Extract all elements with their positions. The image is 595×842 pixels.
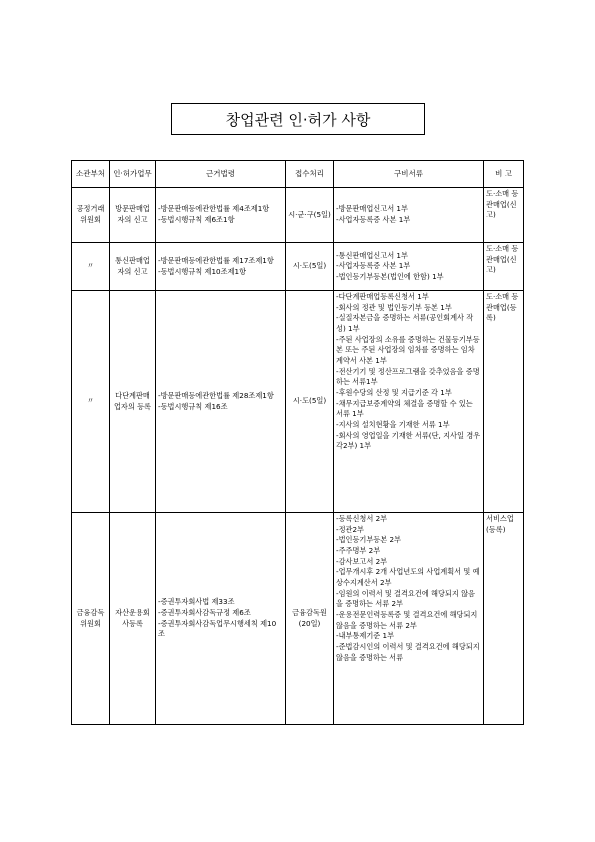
task-cell: 통신판매업자의 신고 [110, 243, 156, 291]
table-row [72, 513, 524, 725]
page-title-text: 창업관련 인·허가 사항 [225, 110, 371, 129]
doc-line: -사업자등록증 사본 1부 [336, 261, 411, 271]
doc-line: -실질자본금을 증명하는 서류(공인회계사 작성) 1부 [336, 313, 474, 333]
doc-line: -등록신청서 2부 [336, 514, 388, 523]
table-row [72, 291, 524, 513]
task-cell: 방문판매업자의 신고 [110, 188, 156, 243]
header-note: 비 고 [484, 161, 524, 188]
doc-line: -전산기기 및 정산프로그램을 갖추었음을 증명하는 서류1부 [336, 366, 480, 387]
doc-line: -준법감시인의 이력서 및 결격요건에 해당되지 않음을 증명하는 서류 [336, 641, 480, 662]
table-row [72, 188, 524, 243]
law-line: -증권투자회사감독업무시행세칙 제10조 [158, 618, 277, 639]
law-line: -방문판매등에관한법률 제4조제1항 [158, 204, 270, 214]
ministry-cell: 금융감독위원회 [72, 513, 110, 725]
doc-line: -후원수당의 산정 및 지급기준 각 1부 [336, 387, 452, 397]
doc-line: -정관2부 [336, 524, 364, 534]
laws-cell [156, 513, 286, 725]
doc-line: -업무개시후 2개 사업년도의 사업계획서 및 예상수지계산서 2부 [336, 567, 480, 587]
law-line: -동법시행규칙 제16조 [158, 401, 228, 411]
doc-line: -주주명부 2부 [336, 545, 381, 555]
permit-table [71, 160, 524, 725]
law-line: -방문판매등에관한법률 제28조제1항 [158, 390, 274, 400]
law-line: -동법시행규칙 제6조1항 [158, 215, 235, 224]
law-line: -증권투자회사법 제33조 [158, 597, 235, 607]
doc-line: -법인등기부등본 2부 [336, 535, 401, 545]
doc-line: -지사의 설치현황을 기재한 서류 1부 [336, 419, 450, 429]
task-cell: 자산운용회사등록 [110, 513, 156, 725]
header-office: 접수처리 [286, 161, 334, 188]
law-line: -방문판매등에관한법률 제17조제1항 [158, 255, 274, 265]
law-line: -증권투자회사감독규정 제6조 [158, 607, 251, 617]
doc-line: -채무지급보증계약의 체결을 증명할 수 있는 서류 1부 [336, 398, 473, 419]
header-laws: 근거법령 [156, 161, 286, 188]
doc-line: -운용전문인력등록증 및 결격요건에 해당되지 않음을 증명하는 서류 2부 [336, 609, 478, 630]
law-line: -동법시행규칙 제10조제1항 [158, 266, 247, 276]
note-cell: 도·소매 등 관매업(등록) [484, 291, 524, 513]
docs-cell [334, 291, 484, 513]
doc-line: -주된 사업장의 소유를 증명하는 건물등기부등본 또는 주된 사업장의 임차를 증명하는 임차계약서 사본 1부 [336, 334, 480, 365]
note-cell: 서비스업(등록) [484, 513, 524, 725]
doc-line: -사업자등록증 사본 1부 [336, 215, 411, 224]
ministry-cell: 〃 [72, 243, 110, 291]
doc-line: -법인등기부등본(법인에 한함) 1부 [336, 271, 444, 281]
laws-cell [156, 188, 286, 243]
doc-line: -임원의 이력서 및 결격요건에 해당되지 않음을 증명하는 서류 2부 [336, 588, 475, 609]
doc-line: -회사의 영업일을 기재한 서류(단, 지사일 경우 각2부) 1부 [336, 430, 481, 451]
header-docs: 구비서류 [334, 161, 484, 188]
page-title [171, 103, 425, 135]
ministry-cell: 〃 [72, 291, 110, 513]
office-cell: 시·군·구(5일) [286, 188, 334, 243]
docs-cell [334, 243, 484, 291]
task-cell: 다단계판매업자의 등록 [110, 291, 156, 513]
doc-line: -내부통제기준 1부 [336, 631, 395, 641]
doc-line: -다단계판매업등록신청서 1부 [336, 292, 429, 301]
doc-line: -방문판매업신고서 1부 [336, 204, 408, 214]
note-cell: 도·소매 등 관매업(신고) [484, 243, 524, 291]
laws-cell [156, 243, 286, 291]
doc-line: -감사보고서 2부 [336, 556, 388, 566]
header-ministry: 소관부처 [72, 161, 110, 188]
laws-cell [156, 291, 286, 513]
office-cell: 시·도(5일) [286, 291, 334, 513]
office-cell: 금융감독원(20일) [286, 513, 334, 725]
header-row [72, 161, 524, 188]
table-row [72, 243, 524, 291]
office-cell: 시·도(5일) [286, 243, 334, 291]
doc-line: -통신판매업신고서 1부 [336, 250, 408, 260]
docs-cell [334, 188, 484, 243]
docs-cell [334, 513, 484, 725]
header-task: 인·허가업무 [110, 161, 156, 188]
doc-line: -회사의 정관 및 법인등기부 등본 1부 [336, 302, 452, 312]
ministry-cell: 공정거래위원회 [72, 188, 110, 243]
note-cell: 도·소매 등 관매업(신고) [484, 188, 524, 243]
